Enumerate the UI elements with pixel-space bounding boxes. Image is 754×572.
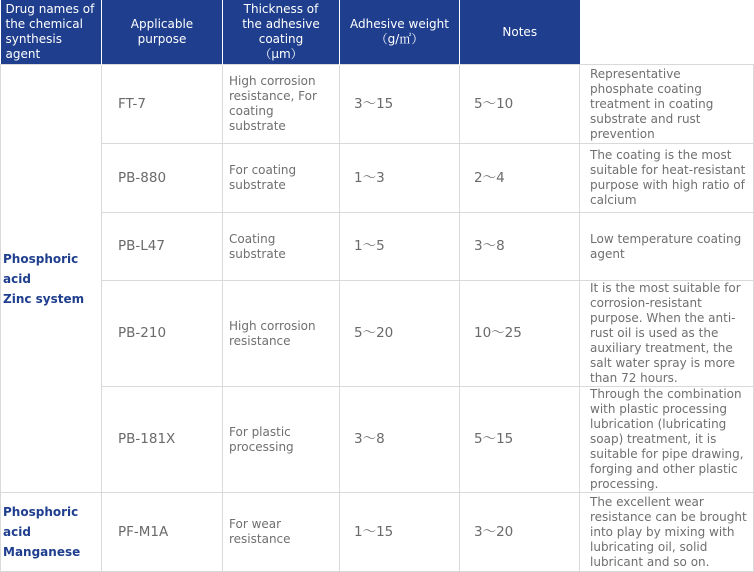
table-row	[1, 144, 754, 213]
group-label-manganese	[1, 493, 102, 572]
adhesive-weight: 3～20	[460, 493, 580, 572]
adhesive-weight: 5～15	[460, 387, 580, 493]
header-purpose: Applicable purpose	[102, 0, 223, 65]
agent-notes: Through the combination with plastic processing lubrication (lubricating soap) treatment, it is suitable for pipe drawing, forging and other plastic processing.	[580, 387, 754, 493]
header-thickness	[223, 0, 340, 65]
header-weight-unit: （g/㎡）	[375, 32, 424, 46]
header-weight-line1: Adhesive weight	[350, 17, 449, 31]
header-weight	[340, 0, 460, 65]
agent-notes: The coating is the most suitable for heat-resistant purpose with high ratio of calcium	[580, 144, 754, 213]
coating-thickness: 5～20	[340, 281, 460, 387]
group-label-line1: Phosphoric acid	[3, 505, 79, 539]
header-thickness-line1: Thickness of	[243, 2, 319, 16]
agent-notes: It is the most suitable for corrosion-resistant purpose. When the anti-rust oil is used as the auxiliary treatment, the salt water spray is more than 72 hours.	[580, 281, 754, 387]
table-row	[1, 213, 754, 281]
header-thickness-unit: （μm）	[259, 47, 303, 61]
header-drug-name: Drug names of the chemical synthesis agent	[1, 0, 102, 65]
agent-name: PB-181X	[102, 387, 223, 493]
coating-thickness: 3～15	[340, 65, 460, 144]
group-label-zinc	[1, 65, 102, 493]
agent-purpose: High corrosion resistance, For coating substrate	[223, 65, 340, 144]
header-notes: Notes	[460, 0, 580, 65]
agent-name: PB-210	[102, 281, 223, 387]
coating-thickness: 1～5	[340, 213, 460, 281]
header-thickness-line2: the adhesive coating	[242, 17, 320, 46]
agent-notes: Representative phosphate coating treatment in coating substrate and rust prevention	[580, 65, 754, 144]
agent-purpose: For wear resistance	[223, 493, 340, 572]
group-label-line1: Phosphoric acid	[3, 251, 79, 286]
header-row	[1, 0, 754, 65]
table-row	[1, 387, 754, 493]
agent-name: FT-7	[102, 65, 223, 144]
table-row	[1, 281, 754, 387]
table-row	[1, 65, 754, 144]
table-row	[1, 493, 754, 572]
coating-thickness: 3～8	[340, 387, 460, 493]
adhesive-weight: 5～10	[460, 65, 580, 144]
agent-name: PB-L47	[102, 213, 223, 281]
agent-purpose: For coating substrate	[223, 144, 340, 213]
agent-name: PF-M1A	[102, 493, 223, 572]
adhesive-weight: 2～4	[460, 144, 580, 213]
agent-name: PB-880	[102, 144, 223, 213]
coating-thickness: 1～15	[340, 493, 460, 572]
agent-purpose: High corrosion resistance	[223, 281, 340, 387]
agent-purpose: Coating substrate	[223, 213, 340, 281]
group-label-line2: Zinc system	[3, 291, 85, 306]
adhesive-weight: 10～25	[460, 281, 580, 387]
agent-purpose: For plastic processing	[223, 387, 340, 493]
coating-thickness: 1～3	[340, 144, 460, 213]
agent-notes: Low temperature coating agent	[580, 213, 754, 281]
agent-notes: The excellent wear resistance can be brought into play by mixing with lubricating oil, solid lubricant and so on.	[580, 493, 754, 572]
adhesive-weight: 3～8	[460, 213, 580, 281]
group-label-line2: Manganese	[3, 545, 81, 559]
